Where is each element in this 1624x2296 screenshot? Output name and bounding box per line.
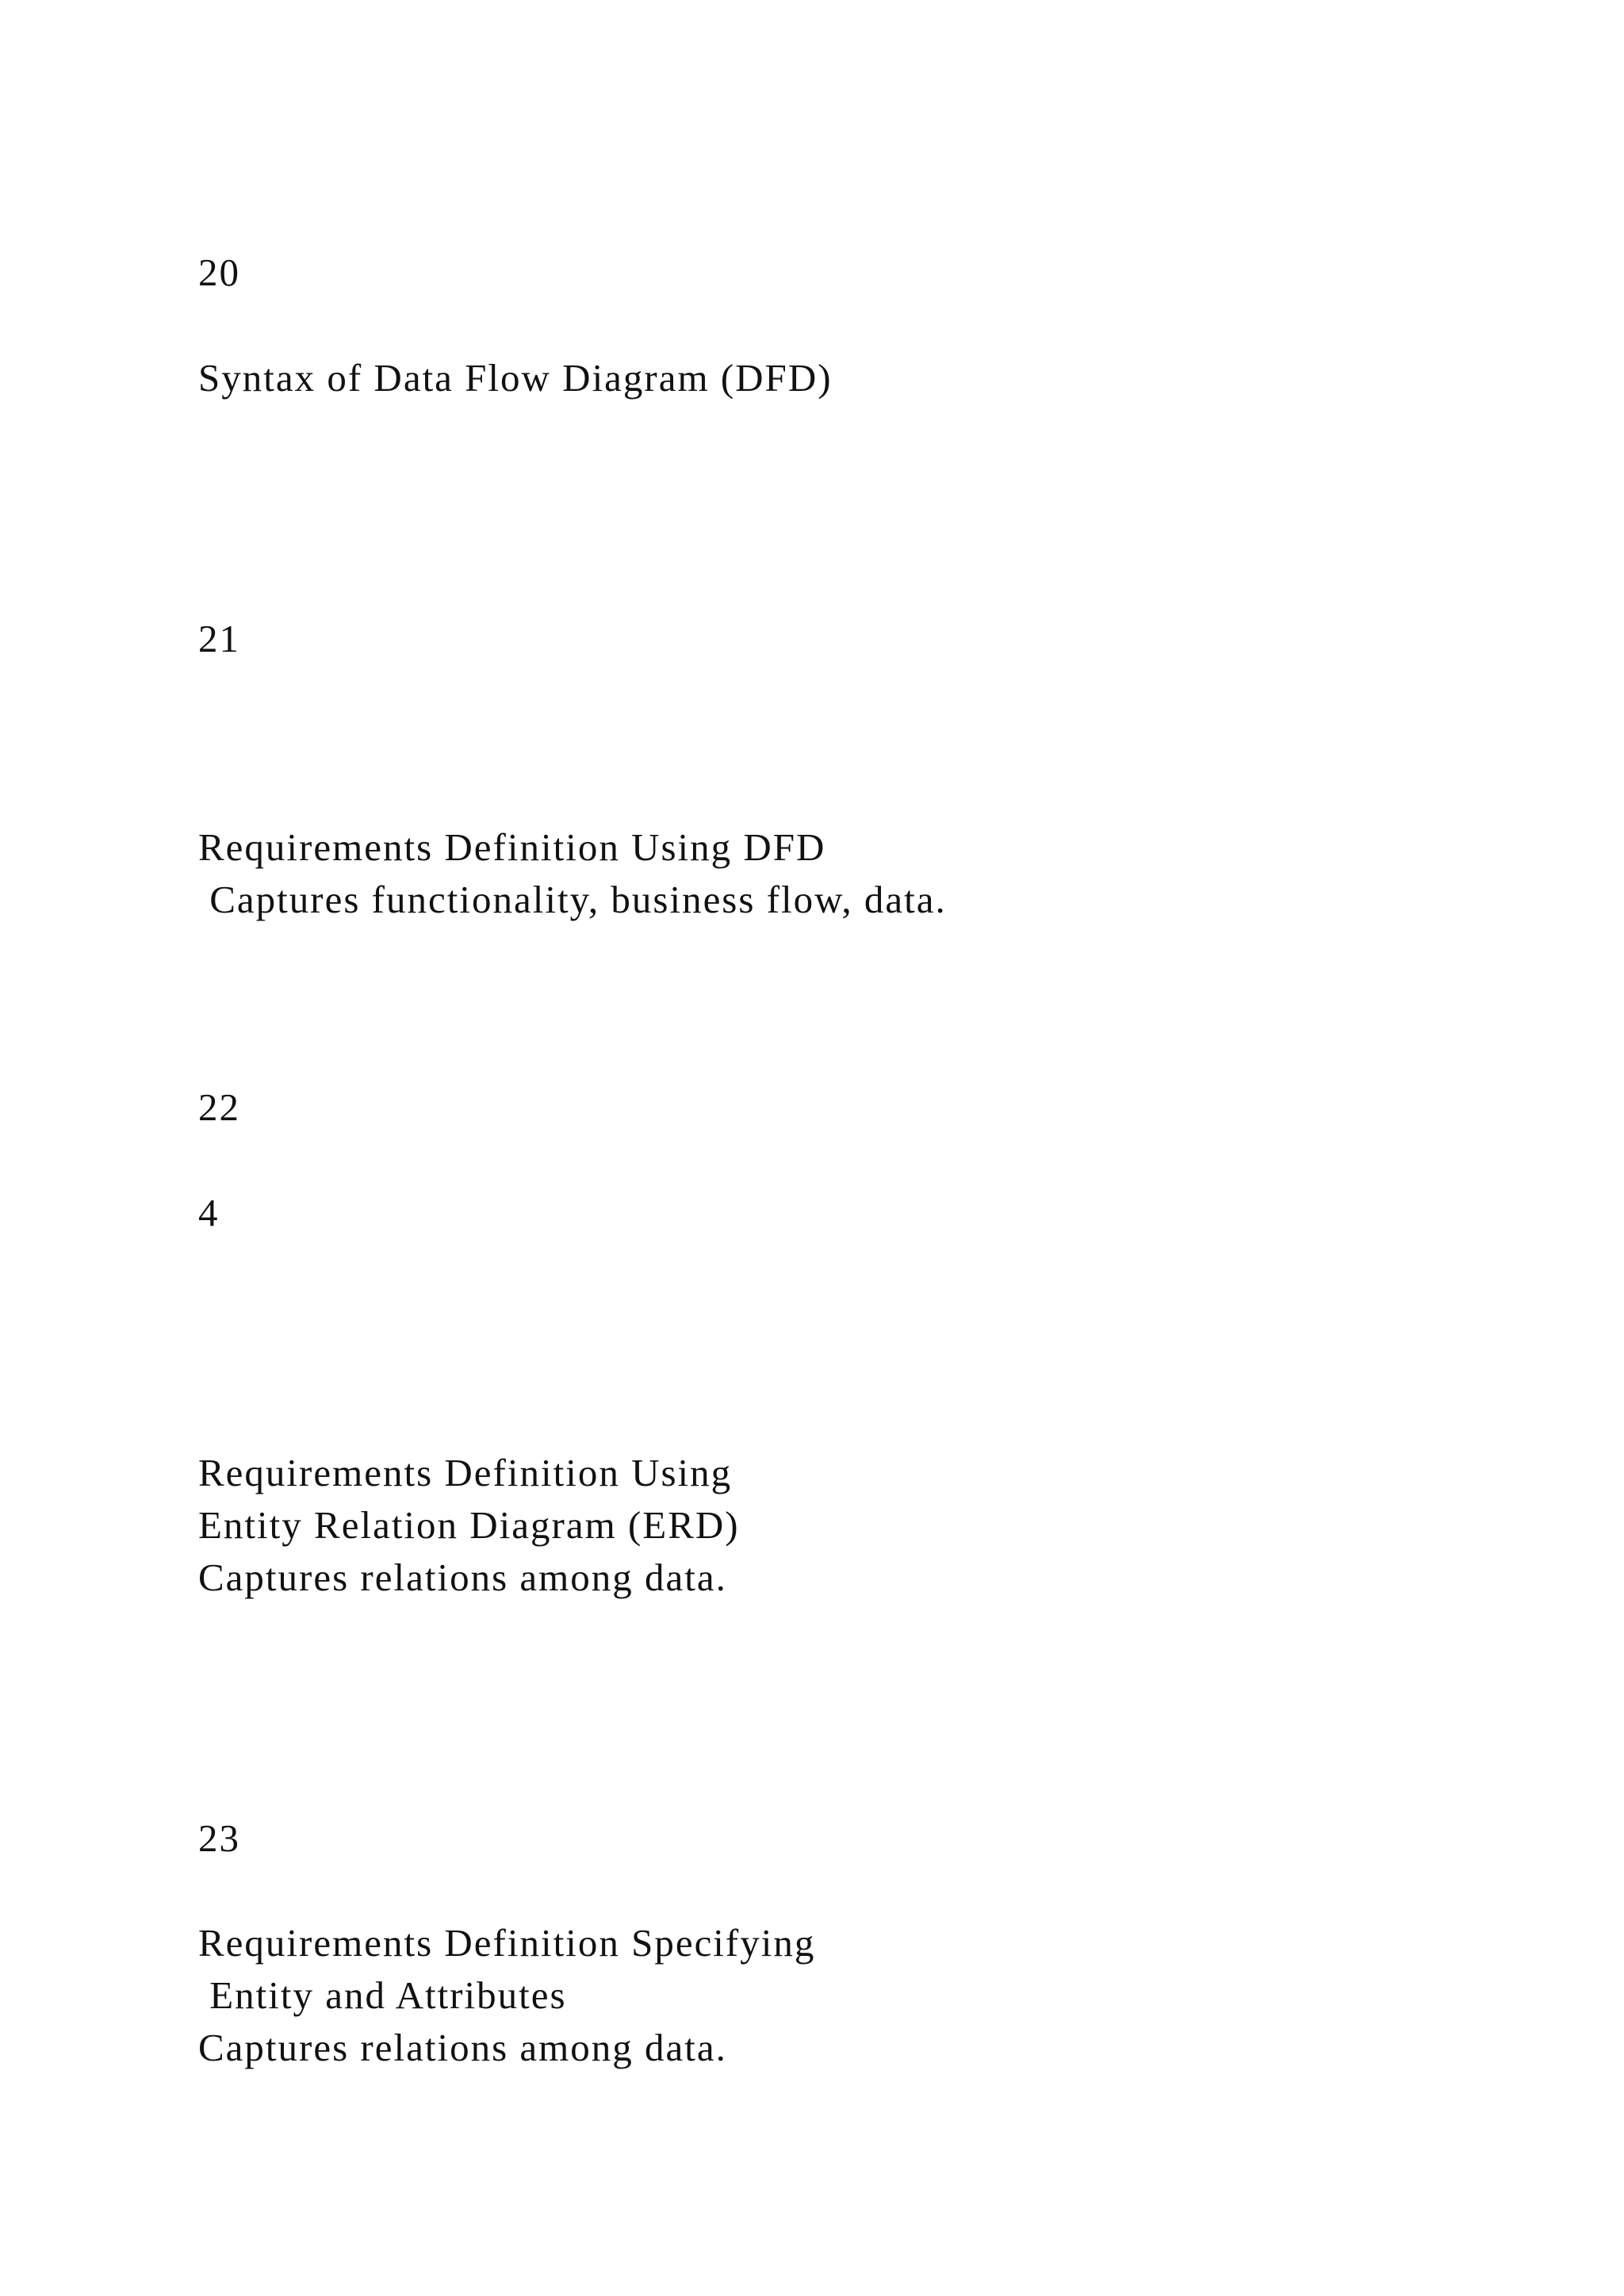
slide-text-dfd-captures: Captures functionality, business flow, data. [198,878,947,921]
slide-text-relations-captures: Captures relations among data. [198,2026,727,2069]
slide-title-dfd-syntax: Syntax of Data Flow Diagram (DFD) [198,356,833,400]
slide-title-erd-name: Entity Relation Diagram (ERD) [198,1503,740,1547]
slide-text-erd-captures: Captures relations among data. [198,1556,727,1599]
slide-text-entity-attributes: Entity and Attributes [198,1973,567,2017]
slide-number-20: 20 [198,251,240,294]
slide-number-4: 4 [198,1191,220,1234]
slide-number-21: 21 [198,617,240,660]
slide-title-entity-specifying: Requirements Definition Specifying [198,1921,816,1965]
slide-number-23: 23 [198,1816,240,1860]
slide-number-22: 22 [198,1085,240,1129]
slide-title-dfd-requirements: Requirements Definition Using DFD [198,825,826,869]
slide-title-erd-requirements: Requirements Definition Using [198,1451,733,1494]
